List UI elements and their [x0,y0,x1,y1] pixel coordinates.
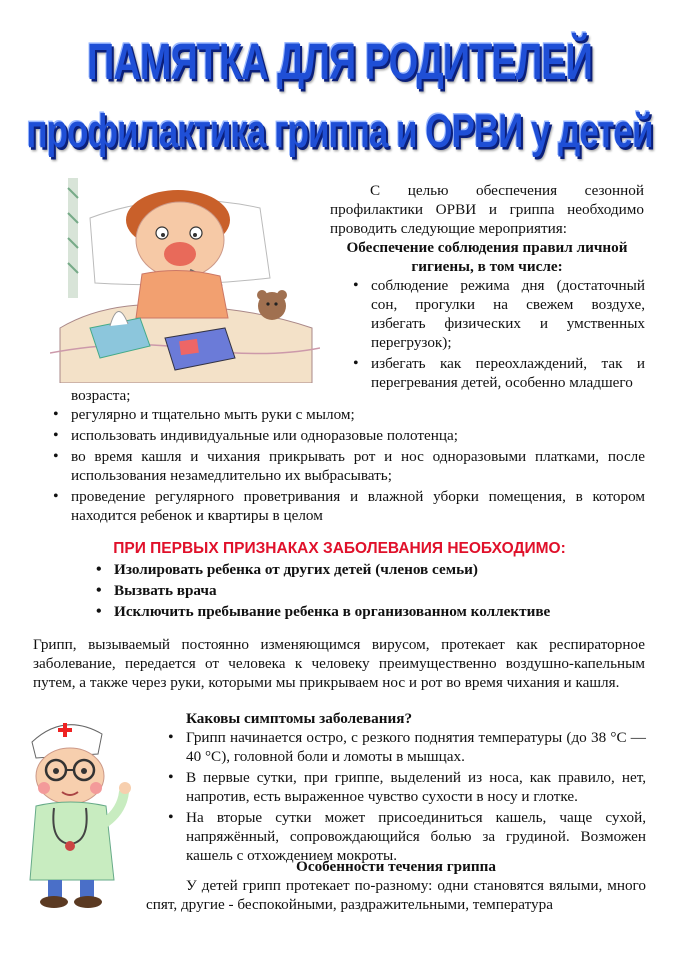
list-item: • На вторые сутки может присоединиться кашель, чаще сухой, напряжённый, сопровождающийся болью за грудиной. Возможен кашель с отхождением мокроты. [164,808,646,865]
list-item: • Грипп начинается остро, с резкого поднятия температуры (до 38 °C — 40 °C), головной боли и ломоты в мышцах. [164,728,646,766]
hygiene-list-bottom [49,405,645,527]
symptoms-heading: Каковы симптомы заболевания? [186,710,413,727]
doctor-illustration [14,712,139,912]
list-item: • использовать индивидуальные или одноразовые полотенца; [49,426,645,445]
list-item: • избегать как переохлаждений, так и перегревания детей, особенно младшего [349,354,645,392]
list-item: • Изолировать ребенка от других детей (членов семьи) [92,560,632,579]
list-item: • проведение регулярного проветривания и влажной уборки помещения, в котором находится ребенок и квартиры в целом [49,487,645,525]
list-item: • Вызвать врача [92,581,632,600]
hygiene-continuation: возраста; [71,387,131,404]
course-text: У детей грипп протекает по-разному: одни становятся вялыми, много спят, другие - беспокойными, раздражительными, температура [146,877,646,913]
list-item: • регулярно и тщательно мыть руки с мылом; [49,405,645,424]
list-item: • соблюдение режима дня (достаточный сон, прогулки на свежем воздухе, избегать физических и умственных перегрузок); [349,276,645,352]
hygiene-heading: Обеспечение соблюдения правил личной гигиены, в том числе: [346,239,628,275]
intro-text: С целью обеспечения сезонной профилактики ОРВИ и гриппа необходимо проводить следующие мероприятия: [330,182,644,237]
list-item: • В первые сутки, при гриппе, выделений из носа, как правило, нет, напротив, есть выраженное чувство сухости в носу и глотке. [164,768,646,806]
hygiene-list-top [349,276,645,394]
page-title: ПАМЯТКА ДЛЯ РОДИТЕЛЕЙ [87,34,592,92]
course-heading: Особенности течения гриппа [296,858,496,875]
page-subtitle: профилактика гриппа и ОРВИ у детей [26,105,653,158]
flu-paragraph: Грипп, вызываемый постоянно изменяющимся вирусом, протекает как респираторное заболевание, передается от человека к человеку преимущественно воздушно-капельным путем, а также через руки, которыми мы прикрываем нос и рот во время чихания и кашля. [33,636,645,691]
first-signs-heading: ПРИ ПЕРВЫХ ПРИЗНАКАХ ЗАБОЛЕВАНИЯ НЕОБХОДИМО: [113,540,566,557]
list-item: • Исключить пребывание ребенка в организованном коллективе [92,602,632,621]
list-item: • во время кашля и чихания прикрывать рот и нос одноразовыми платками, после использования незамедлительно их выбрасывать; [49,447,645,485]
first-signs-list [92,560,632,623]
sick-child-illustration [50,178,320,383]
symptoms-list [164,728,646,867]
